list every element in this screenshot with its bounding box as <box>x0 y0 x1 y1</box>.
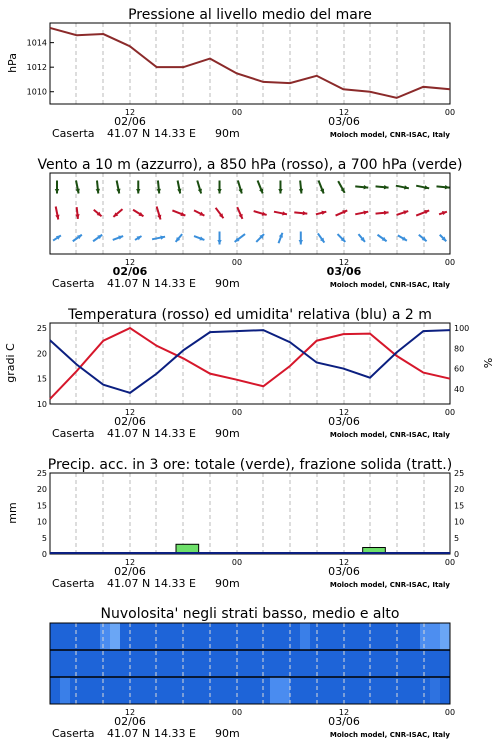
cloud-cell <box>170 650 181 677</box>
cloud-cell <box>100 623 111 650</box>
date-label: 02/06 <box>114 565 146 578</box>
temp-title: Temperatura (rosso) ed umidita' relativa (blu) a 2 m <box>68 307 432 323</box>
precip-ytick-label-right: 5 <box>454 533 460 543</box>
cloud-cell <box>230 623 241 650</box>
cloud-panel <box>50 606 451 704</box>
cloud-cell <box>170 623 181 650</box>
cloud-cell <box>240 677 251 704</box>
cloud-cell <box>50 623 61 650</box>
temp-ytick-label: 25 <box>36 324 47 334</box>
cloud-cell <box>200 677 211 704</box>
cloud-cell <box>320 650 331 677</box>
cloud-cell <box>330 623 341 650</box>
wind-vectors <box>53 181 449 245</box>
precip-ytick-label: 15 <box>36 501 47 511</box>
temp-ylabel: gradi C <box>4 343 17 383</box>
cloud-cell <box>330 677 341 704</box>
location-elevation: 90m <box>215 127 240 140</box>
cloud-heatmap <box>50 623 451 704</box>
cloud-cell <box>120 650 131 677</box>
cloud-cell <box>440 677 451 704</box>
rh-ytick-label: 40 <box>454 384 465 394</box>
cloud-cell <box>150 650 161 677</box>
x-tick-label: 00 <box>231 708 243 717</box>
cloud-cell <box>210 650 221 677</box>
cloud-cell <box>240 650 251 677</box>
model-credit: Moloch model, CNR-ISAC, Italy <box>329 431 450 439</box>
cloud-cell <box>110 650 121 677</box>
cloud-cell <box>190 623 201 650</box>
cloud-cell <box>280 623 291 650</box>
cloud-cell <box>120 623 131 650</box>
location-elevation: 90m <box>215 727 240 740</box>
cloud-cell <box>80 650 91 677</box>
cloud-cell <box>50 650 61 677</box>
cloud-cell <box>290 623 301 650</box>
location-name: Caserta <box>52 427 95 440</box>
precip-ytick-label-right: 25 <box>454 469 465 478</box>
cloud-cell <box>210 623 221 650</box>
x-tick-label: 00 <box>444 708 456 717</box>
cloud-cell <box>420 623 431 650</box>
cloud-cell <box>340 623 351 650</box>
location-lon: 14.33 E <box>154 727 196 740</box>
precip-ytick-label: 5 <box>41 533 47 543</box>
cloud-cell <box>70 623 81 650</box>
cloud-cell <box>380 650 391 677</box>
cloud-cell <box>330 650 341 677</box>
date-label: 03/06 <box>328 115 360 128</box>
date-label: 03/06 <box>328 415 360 428</box>
cloud-cell <box>130 650 141 677</box>
wind-arrowhead <box>55 189 59 194</box>
cloud-cell <box>370 650 381 677</box>
location-name: Caserta <box>52 577 95 590</box>
cloud-cell <box>80 677 91 704</box>
pressure-line <box>50 28 450 98</box>
cloud-cell <box>50 677 61 704</box>
x-tick-label: 12 <box>338 258 350 267</box>
location-lat: 41.07 N <box>107 277 151 290</box>
cloud-cell <box>250 677 261 704</box>
temp-frame <box>50 323 450 404</box>
cloud-cell <box>90 650 101 677</box>
location-lon: 14.33 E <box>154 127 196 140</box>
x-tick-label: 12 <box>338 558 350 567</box>
cloud-cell <box>350 650 361 677</box>
date-label: 03/06 <box>328 715 360 728</box>
cloud-cell <box>90 677 101 704</box>
wind-arrowhead <box>299 240 303 245</box>
cloud-title: Nuvolosita' negli strati basso, medio e alto <box>100 606 400 622</box>
precip-ytick-label-right: 15 <box>454 501 465 511</box>
cloud-cell <box>110 677 121 704</box>
x-tick-label: 12 <box>124 558 136 567</box>
wind-arrowhead <box>136 189 140 194</box>
model-credit: Moloch model, CNR-ISAC, Italy <box>329 731 450 739</box>
location-elevation: 90m <box>215 577 240 590</box>
x-tick-label: 12 <box>124 108 136 117</box>
cloud-cell <box>260 650 271 677</box>
location-lon: 14.33 E <box>154 577 196 590</box>
precip-ytick-label: 0 <box>41 550 47 559</box>
cloud-cell <box>230 677 241 704</box>
cloud-cell <box>370 623 381 650</box>
location-lat: 41.07 N <box>107 127 151 140</box>
cloud-cell <box>420 677 431 704</box>
wind-arrowhead <box>217 189 221 194</box>
precip-ytick-label: 25 <box>36 469 47 478</box>
cloud-cell <box>60 650 71 677</box>
wind-arrowhead <box>217 240 221 245</box>
cloud-cell <box>220 650 231 677</box>
cloud-cell <box>180 623 191 650</box>
model-credit: Moloch model, CNR-ISAC, Italy <box>329 131 450 139</box>
cloud-cell <box>130 677 141 704</box>
cloud-cell <box>390 623 401 650</box>
temp-panel <box>4 307 495 409</box>
x-tick-label: 12 <box>338 708 350 717</box>
cloud-cell <box>370 677 381 704</box>
date-label: 02/06 <box>114 115 146 128</box>
pressure-ylabel: hPa <box>6 53 19 73</box>
rh-ytick-label: 80 <box>454 344 465 354</box>
wind-arrowhead <box>403 210 408 214</box>
date-label: 03/06 <box>326 265 362 278</box>
location-lat: 41.07 N <box>107 577 151 590</box>
cloud-cell <box>70 650 81 677</box>
cloud-cell <box>340 677 351 704</box>
cloud-cell <box>100 650 111 677</box>
rh-ytick-label: 100 <box>454 324 470 334</box>
cloud-cell <box>220 623 231 650</box>
pressure-ytick-label: 1010 <box>26 87 47 97</box>
model-credit: Moloch model, CNR-ISAC, Italy <box>329 281 450 289</box>
cloud-cell <box>430 677 441 704</box>
cloud-cell <box>430 623 441 650</box>
cloud-cell <box>320 677 331 704</box>
cloud-cell <box>180 650 191 677</box>
cloud-cell <box>290 677 301 704</box>
location-lat: 41.07 N <box>107 727 151 740</box>
x-tick-label: 12 <box>124 258 136 267</box>
cloud-cell <box>270 623 281 650</box>
cloud-cell <box>80 623 91 650</box>
wind-arrowhead <box>442 211 447 215</box>
cloud-cell <box>180 677 191 704</box>
cloud-cell <box>70 677 81 704</box>
cloud-cell <box>150 677 161 704</box>
cloud-cell <box>400 677 411 704</box>
cloud-cell <box>310 623 321 650</box>
cloud-cell <box>260 677 271 704</box>
temp-ytick-label: 20 <box>36 349 47 359</box>
precip-ytick-label: 10 <box>36 517 47 527</box>
cloud-cell <box>200 650 211 677</box>
cloud-cell <box>110 623 121 650</box>
cloud-cell <box>260 623 271 650</box>
cloud-cell <box>350 677 361 704</box>
location-elevation: 90m <box>215 277 240 290</box>
cloud-cell <box>390 650 401 677</box>
cloud-cell <box>240 623 251 650</box>
precip-panel <box>6 457 464 559</box>
cloud-cell <box>140 623 151 650</box>
cloud-cell <box>300 650 311 677</box>
cloud-cell <box>430 650 441 677</box>
location-name: Caserta <box>52 127 95 140</box>
cloud-cell <box>190 650 201 677</box>
cloud-cell <box>350 623 361 650</box>
cloud-cell <box>160 677 171 704</box>
pressure-panel <box>6 7 450 104</box>
date-label: 03/06 <box>328 565 360 578</box>
cloud-cell <box>210 677 221 704</box>
cloud-cell <box>250 650 261 677</box>
x-tick-label: 00 <box>444 258 456 267</box>
location-elevation: 90m <box>215 427 240 440</box>
x-tick-label: 12 <box>338 408 350 417</box>
x-tick-label: 00 <box>444 108 456 117</box>
cloud-cell <box>130 623 141 650</box>
pressure-frame <box>50 23 450 104</box>
wind-title: Vento a 10 m (azzurro), a 850 hPa (rosso), a 700 hPa (verde) <box>37 157 463 173</box>
location-lon: 14.33 E <box>154 427 196 440</box>
location-name: Caserta <box>52 727 95 740</box>
temp-ytick-label: 15 <box>36 374 47 384</box>
cloud-cell <box>140 677 151 704</box>
temperature-line <box>50 328 450 399</box>
cloud-cell <box>380 677 391 704</box>
cloud-cell <box>410 623 421 650</box>
cloud-cell <box>160 650 171 677</box>
wind-panel <box>37 157 462 254</box>
cloud-cell <box>270 677 281 704</box>
cloud-cell <box>60 677 71 704</box>
cloud-cell <box>400 623 411 650</box>
location-lat: 41.07 N <box>107 427 151 440</box>
x-tick-label: 00 <box>444 558 456 567</box>
model-credit: Moloch model, CNR-ISAC, Italy <box>329 581 450 589</box>
location-lon: 14.33 E <box>154 277 196 290</box>
cloud-cell <box>280 677 291 704</box>
cloud-cell <box>300 677 311 704</box>
cloud-cell <box>60 623 71 650</box>
wind-arrowhead <box>278 189 282 194</box>
cloud-cell <box>170 677 181 704</box>
x-tick-label: 00 <box>231 258 243 267</box>
precip-ytick-label-right: 0 <box>454 550 460 559</box>
cloud-cell <box>440 623 451 650</box>
cloud-cell <box>380 623 391 650</box>
cloud-cell <box>270 650 281 677</box>
cloud-cell <box>420 650 431 677</box>
pressure-title: Pressione al livello medio del mare <box>128 7 372 23</box>
cloud-cell <box>400 650 411 677</box>
cloud-cell <box>90 623 101 650</box>
location-name: Caserta <box>52 277 95 290</box>
x-tick-label: 12 <box>124 708 136 717</box>
x-tick-label: 00 <box>231 408 243 417</box>
precip-ytick-label-right: 20 <box>454 485 465 495</box>
cloud-cell <box>250 623 261 650</box>
cloud-cell <box>190 677 201 704</box>
rh-ytick-label: 60 <box>454 364 465 374</box>
rh-ylabel: % <box>482 357 495 369</box>
cloud-cell <box>390 677 401 704</box>
cloud-cell <box>320 623 331 650</box>
x-tick-label: 12 <box>338 108 350 117</box>
cloud-cell <box>410 677 421 704</box>
date-label: 02/06 <box>112 265 148 278</box>
precip-title: Precip. acc. in 3 ore: totale (verde), frazione solida (tratt.) <box>47 457 453 473</box>
date-label: 02/06 <box>114 415 146 428</box>
cloud-cell <box>290 650 301 677</box>
x-tick-label: 00 <box>231 558 243 567</box>
date-label: 02/06 <box>114 715 146 728</box>
precip-ytick-label-right: 10 <box>454 517 465 527</box>
cloud-cell <box>140 650 151 677</box>
cloud-cell <box>230 650 241 677</box>
wind-frame <box>50 173 450 254</box>
cloud-cell <box>360 677 371 704</box>
cloud-cell <box>150 623 161 650</box>
cloud-cell <box>220 677 231 704</box>
precip-ytick-label: 20 <box>36 485 47 495</box>
cloud-cell <box>300 623 311 650</box>
cloud-cell <box>310 650 321 677</box>
precip-ylabel: mm <box>6 502 19 524</box>
precip-frame <box>50 473 450 554</box>
pressure-ytick-label: 1012 <box>26 63 47 73</box>
cloud-cell <box>360 623 371 650</box>
x-tick-label: 00 <box>231 108 243 117</box>
cloud-cell <box>100 677 111 704</box>
x-tick-label: 12 <box>124 408 136 417</box>
cloud-cell <box>280 650 291 677</box>
cloud-cell <box>310 677 321 704</box>
x-tick-label: 00 <box>444 408 456 417</box>
cloud-cell <box>440 650 451 677</box>
cloud-cell <box>340 650 351 677</box>
cloud-cell <box>160 623 171 650</box>
cloud-cell <box>200 623 211 650</box>
temp-ytick-label: 10 <box>36 400 47 409</box>
cloud-cell <box>360 650 371 677</box>
cloud-cell <box>120 677 131 704</box>
cloud-cell <box>410 650 421 677</box>
pressure-ytick-label: 1014 <box>26 38 47 48</box>
